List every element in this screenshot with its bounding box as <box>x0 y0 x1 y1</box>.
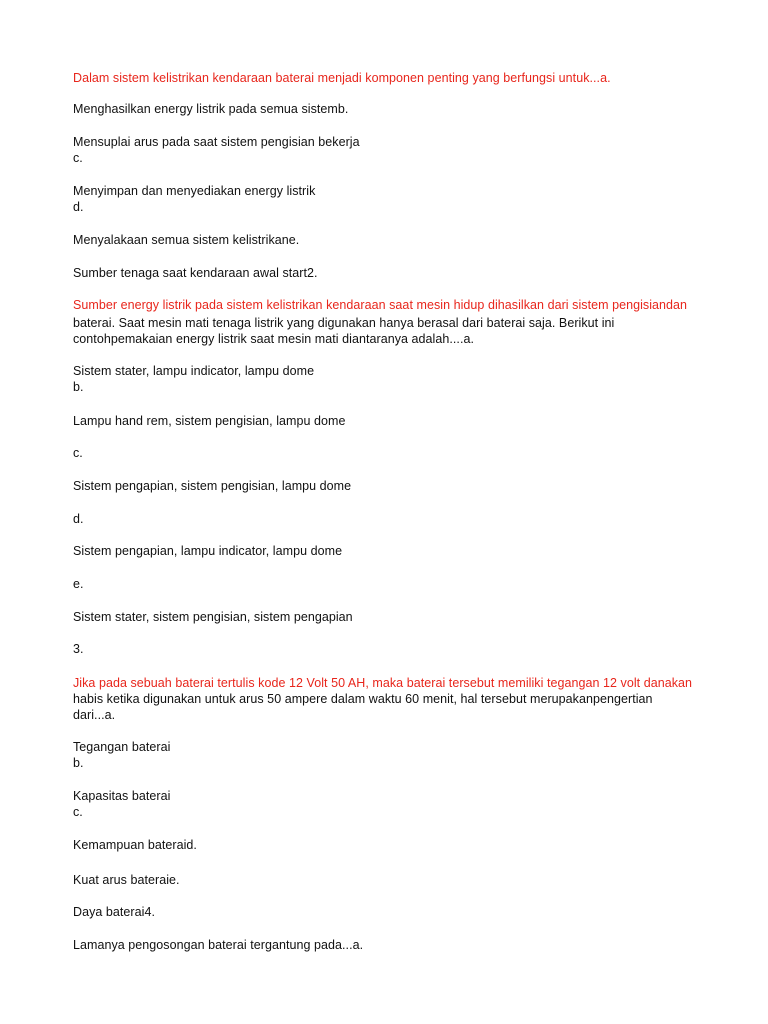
text-line: e. <box>73 577 84 591</box>
text-line: Daya baterai4. <box>73 905 155 919</box>
text-line: Kemampuan bateraid. <box>73 838 197 852</box>
text-line: c. <box>73 805 83 819</box>
text-line: c. <box>73 151 83 165</box>
text-line: Menghasilkan energy listrik pada semua sistemb. <box>73 102 349 116</box>
question-text: Jika pada sebuah baterai tertulis kode 12 Volt 50 AH, maka baterai tersebut memiliki tegangan 12 volt danakan <box>73 676 693 690</box>
text-line: baterai. Saat mesin mati tenaga listrik yang digunakan hanya berasal dari baterai saja. Berikut ini <box>73 316 615 330</box>
question-text: Sumber energy listrik pada sistem kelistrikan kendaraan saat mesin hidup dihasilkan dari sistem pengisiandan <box>73 298 688 312</box>
text-line: contohpemakaian energy listrik saat mesin mati diantaranya adalah....a. <box>73 332 474 346</box>
text-line: b. <box>73 756 84 770</box>
text-line: Lampu hand rem, sistem pengisian, lampu dome <box>73 414 346 428</box>
text-line: habis ketika digunakan untuk arus 50 ampere dalam waktu 60 menit, hal tersebut merupakanpengertian <box>73 692 653 706</box>
text-line: Menyalakaan semua sistem kelistrikane. <box>73 233 300 247</box>
text-line: Mensuplai arus pada saat sistem pengisian bekerja <box>73 135 360 149</box>
text-line: d. <box>73 512 84 526</box>
text-line: Sumber tenaga saat kendaraan awal start2. <box>73 266 318 280</box>
text-line: Menyimpan dan menyediakan energy listrik <box>73 184 316 198</box>
text-line: Kuat arus bateraie. <box>73 873 180 887</box>
question-text: Dalam sistem kelistrikan kendaraan baterai menjadi komponen penting yang berfungsi untuk...a. <box>73 71 611 85</box>
text-line: d. <box>73 200 84 214</box>
text-line: Tegangan baterai <box>73 740 171 754</box>
text-line: c. <box>73 446 83 460</box>
text-line: dari...a. <box>73 708 116 722</box>
text-line: Kapasitas baterai <box>73 789 171 803</box>
text-line: 3. <box>73 642 84 656</box>
text-line: Lamanya pengosongan baterai tergantung pada...a. <box>73 938 364 952</box>
text-line: Sistem pengapian, lampu indicator, lampu dome <box>73 544 343 558</box>
text-line: Sistem stater, lampu indicator, lampu dome <box>73 364 315 378</box>
text-line: b. <box>73 380 84 394</box>
text-line: Sistem stater, sistem pengisian, sistem pengapian <box>73 610 353 624</box>
text-line: Sistem pengapian, sistem pengisian, lampu dome <box>73 479 352 493</box>
